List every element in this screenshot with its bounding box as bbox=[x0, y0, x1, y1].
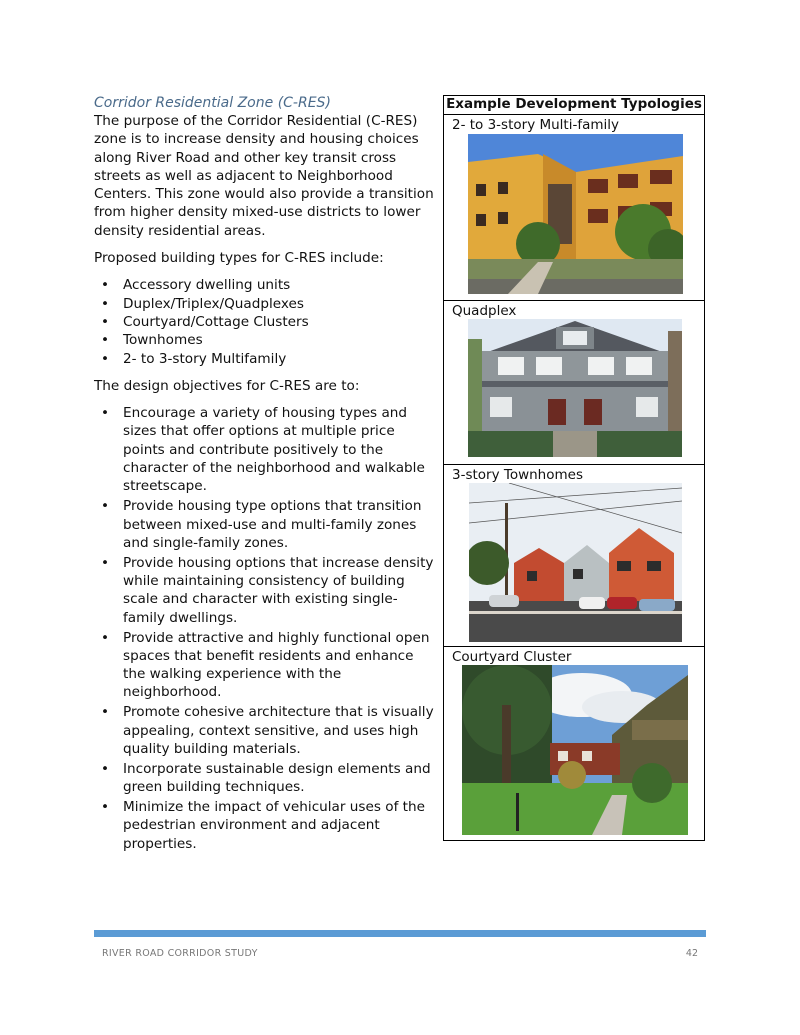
bullet-icon: • bbox=[101, 760, 110, 777]
typology-cell-townhomes bbox=[444, 465, 704, 647]
quadplex-photo bbox=[468, 319, 682, 457]
bullet-icon: • bbox=[101, 332, 110, 349]
building-types-list bbox=[94, 276, 439, 367]
bullet-icon: • bbox=[101, 295, 110, 312]
list-item: • Incorporate sustainable design elements and green building techniques. bbox=[101, 760, 431, 796]
courtyard-photo bbox=[462, 665, 688, 835]
page-number: 42 bbox=[685, 948, 698, 959]
table-title: Example Development Typologies bbox=[444, 96, 704, 115]
list-item: • 2- to 3-story Multifamily bbox=[101, 350, 287, 367]
typology-table bbox=[443, 95, 705, 841]
cell-label: Courtyard Cluster bbox=[452, 649, 572, 665]
section-heading: Corridor Residential Zone (C-RES) bbox=[94, 95, 331, 111]
list-item: • Provide housing type options that transition between mixed-use and multi-family zones and single-family zones. bbox=[101, 498, 422, 551]
bullet-icon: • bbox=[101, 629, 110, 646]
list-item: • Minimize the impact of vehicular uses of the pedestrian environment and adjacent properties. bbox=[101, 798, 425, 852]
text-column bbox=[94, 94, 439, 854]
typology-cell-multifamily bbox=[444, 115, 704, 301]
list-item: • Promote cohesive architecture that is visually appealing, context sensitive, and uses high quality building materials. bbox=[101, 704, 434, 757]
cell-label: 3-story Townhomes bbox=[452, 467, 583, 483]
cell-label: Quadplex bbox=[452, 303, 517, 319]
multifamily-photo bbox=[468, 134, 683, 294]
cell-label: 2- to 3-story Multi-family bbox=[452, 117, 620, 133]
list-item: • Duplex/Triplex/Quadplexes bbox=[101, 295, 304, 312]
typology-cell-quadplex bbox=[444, 301, 704, 465]
bullet-icon: • bbox=[101, 554, 110, 571]
building-types-intro: Proposed building types for C-RES include: bbox=[94, 250, 384, 267]
bullet-icon: • bbox=[101, 405, 110, 422]
objectives-intro: The design objectives for C-RES are to: bbox=[94, 377, 360, 394]
list-item: • Townhomes bbox=[101, 332, 203, 349]
typology-cell-courtyard bbox=[444, 647, 704, 841]
list-item: • Provide housing options that increase density while maintaining consistency of building scale and character with existing single-family dwellings. bbox=[101, 554, 434, 626]
bullet-icon: • bbox=[101, 350, 110, 367]
list-item: • Encourage a variety of housing types and sizes that offer options at multiple price points and contribute positively to the character of the neighborhood and walkable streetscape. bbox=[101, 405, 425, 495]
list-item: • Accessory dwelling units bbox=[101, 277, 291, 294]
bullet-icon: • bbox=[101, 313, 110, 330]
footer-bar bbox=[94, 930, 706, 937]
intro-paragraph: The purpose of the Corridor Residential (C-RES) zone is to increase density and housing choices along River Road and other key transit cross streets as well as adjacent to Neighborhood Centers. This zone would also provide a transition from higher density mixed-use districts to lower density residential areas. bbox=[94, 113, 434, 239]
bullet-icon: • bbox=[101, 277, 110, 294]
list-item: • Courtyard/Cottage Clusters bbox=[101, 313, 309, 330]
bullet-icon: • bbox=[101, 704, 110, 721]
bullet-icon: • bbox=[101, 498, 110, 515]
townhomes-photo bbox=[469, 483, 682, 642]
objectives-list bbox=[94, 404, 439, 853]
list-item: • Provide attractive and highly functional open spaces that benefit residents and enhance the walking experience with the neighborhood. bbox=[101, 629, 430, 701]
bullet-icon: • bbox=[101, 798, 110, 815]
footer-title: RIVER ROAD CORRIDOR STUDY bbox=[102, 948, 258, 959]
